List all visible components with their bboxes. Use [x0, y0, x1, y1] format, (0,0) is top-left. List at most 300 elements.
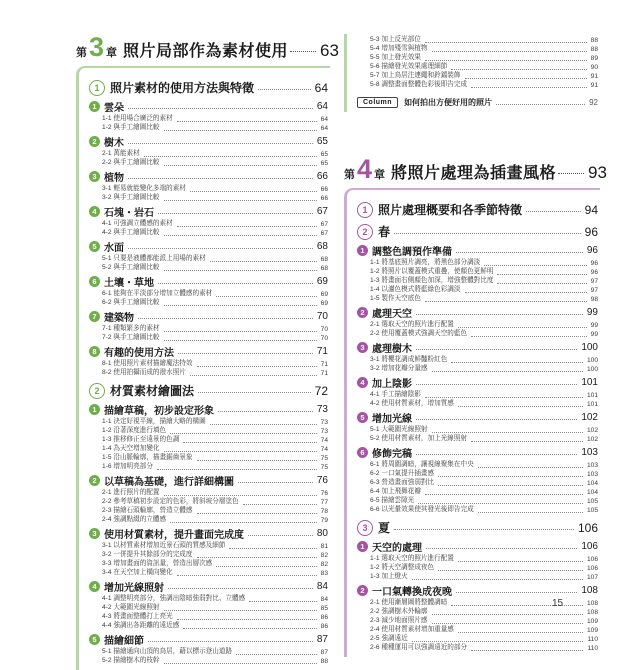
toc-detail-row: [357, 626, 598, 634]
toc-detail-row: [89, 427, 328, 435]
dotted-leader: [432, 623, 583, 624]
entry-label: 2-2 使用覆蓋模式強調天空的藍色: [370, 330, 468, 337]
dotted-leader: [128, 248, 313, 249]
dotted-leader: [458, 406, 583, 407]
entry-page-number: 97: [590, 277, 598, 285]
entry-label: 1-1 使用場合廣泛的素材: [102, 115, 173, 122]
entry-page-number: 89: [590, 54, 598, 62]
toc-detail-row: [89, 124, 328, 132]
entry-label: 4-2 大範圍光線照射: [102, 604, 160, 611]
entry-page-number: 108: [581, 585, 598, 596]
toc-detail-row: [89, 604, 328, 612]
entry-label: 2-4 強調點綴的立體感: [102, 516, 167, 523]
entry-label: 2-6 種種運用可以強調遠近的部分: [370, 644, 468, 651]
toc-detail-row: [89, 115, 328, 123]
dotted-leader: [164, 305, 317, 306]
entry-number-badge: 1: [357, 202, 373, 218]
entry-page-number: 85: [320, 604, 328, 612]
dotted-leader: [418, 503, 583, 504]
toc-item-row: [89, 579, 328, 594]
entry-label: 植物: [104, 173, 124, 184]
dotted-leader: [177, 619, 317, 620]
entry-label: 5-7 加上鳥居注連繩和鈴鐺裝飾: [370, 72, 461, 79]
entry-label: 1-3 將畫面右側顏色加深，增強整體對比度: [370, 277, 494, 284]
entry-label: 1-2 與手工繪圖比較: [102, 124, 160, 131]
dotted-leader: [425, 301, 587, 302]
toc-item-row: [357, 539, 598, 554]
dotted-leader: [438, 476, 583, 477]
toc-section-row: [89, 79, 328, 96]
toc-detail-row: [357, 286, 598, 294]
entry-label: 描繪細節: [104, 636, 144, 647]
entry-label: 1-5 沿山脈輪廓，描畫鋸齒景象: [102, 454, 193, 461]
toc-detail-row: [89, 498, 328, 506]
dotted-leader: [451, 69, 586, 70]
entry-number-badge: 2: [357, 307, 368, 318]
toc-detail-row: [357, 488, 598, 496]
dotted-leader: [148, 641, 313, 642]
entry-page-number: 84: [320, 595, 328, 603]
entry-page-number: 87: [316, 634, 328, 645]
entry-page-number: 98: [590, 295, 598, 303]
dotted-leader: [128, 178, 313, 179]
entry-page-number: 101: [586, 391, 598, 399]
toc-detail-row: [357, 330, 598, 338]
entry-page-number: 96: [590, 268, 598, 276]
entry-page-number: 79: [320, 516, 328, 524]
dotted-leader: [458, 632, 583, 633]
dotted-leader: [416, 419, 577, 420]
toc-item-row: [357, 305, 598, 320]
entry-number-badge: 6: [357, 447, 368, 458]
dotted-leader: [243, 504, 317, 505]
toc-detail-row: [357, 555, 598, 563]
toc-detail-row: [357, 365, 598, 373]
dotted-leader: [178, 353, 313, 354]
dotted-leader: [216, 296, 316, 297]
toc-item-row: [89, 402, 328, 417]
entry-page-number: 96: [590, 259, 598, 267]
entry-label: 2-1 選取天空的照片進行配置: [370, 321, 454, 328]
entry-label: 春: [378, 225, 391, 239]
dotted-leader: [416, 314, 583, 315]
toc-item-row: [357, 243, 598, 258]
dotted-leader: [248, 535, 313, 536]
entry-label: 4-4 強調出各距離的遠近感: [102, 622, 180, 629]
dotted-leader: [416, 349, 577, 350]
entry-label: 6-2 一口氣提升插畫感: [370, 470, 435, 477]
toc-detail-row: [357, 461, 598, 469]
dotted-leader: [471, 87, 587, 88]
entry-label: 1-1 決定好視平線，描繪大略的構圖: [102, 418, 206, 425]
toc-item-row: [89, 204, 328, 219]
dotted-leader: [197, 557, 317, 558]
toc-detail-row: [357, 470, 598, 478]
toc-item-row: [89, 309, 328, 324]
toc-item-row: [89, 99, 328, 114]
toc-detail-row: [89, 159, 328, 167]
toc-detail-row: [357, 564, 598, 572]
entry-page-number: 83: [320, 569, 328, 577]
entry-label: 描繪草稿，初步設定形象: [104, 406, 214, 417]
entry-label: 1-6 增加明亮部分: [102, 463, 153, 470]
entry-page-number: 107: [586, 573, 598, 581]
entry-label: 6-1 將周圍調暗，讓視線聚集在中央: [370, 461, 474, 468]
dotted-leader: [170, 522, 317, 523]
toc-detail-row: [357, 479, 598, 487]
entry-page-number: 71: [320, 360, 328, 368]
entry-number-badge: 2: [357, 224, 373, 240]
toc-item-row: [357, 375, 598, 390]
entry-page-number: 99: [590, 330, 598, 338]
entry-label: 5-4 增加殘雪與植物: [370, 45, 428, 52]
toc-item-row: [89, 239, 328, 254]
entry-label: 4-1 可強調立體感的素材: [102, 220, 173, 227]
entry-label: 有趣的使用方法: [104, 348, 174, 359]
dotted-leader: [210, 424, 317, 425]
entry-number-badge: 7: [89, 311, 100, 322]
entry-number-badge: 5: [357, 412, 368, 423]
dotted-leader: [412, 641, 584, 642]
entry-page-number: 82: [320, 551, 328, 559]
entry-label: 2-3 減少地面照片感: [370, 617, 428, 624]
entry-label: 4-2 使用材質素材，增加質感: [370, 400, 454, 407]
dotted-leader: [158, 283, 313, 284]
toc-section-row: [357, 201, 598, 218]
entry-label: 3-4 在天空加上橫向變化: [102, 569, 173, 576]
toc-detail-row: [89, 185, 328, 193]
toc-detail-row: [89, 436, 328, 444]
entry-label: 1-3 推移修正至遠景的色調: [102, 436, 180, 443]
entry-page-number: 109: [586, 626, 598, 634]
column-tag: Column: [357, 97, 398, 108]
entry-label: 樹木: [104, 138, 124, 149]
entry-page-number: 88: [320, 657, 328, 665]
entry-page-number: 72: [314, 383, 328, 398]
dotted-leader: [478, 467, 583, 468]
toc-item-row: [89, 169, 328, 184]
toc-detail-row: [89, 595, 328, 603]
entry-page-number: 108: [586, 608, 598, 616]
dotted-leader: [432, 614, 583, 615]
entry-number-badge: 3: [357, 520, 373, 536]
entry-page-number: 99: [586, 307, 598, 318]
toc-detail-row: [357, 391, 598, 399]
dotted-leader: [438, 485, 583, 486]
toc-column-row: [357, 97, 598, 108]
toc-detail-row: [89, 255, 328, 263]
entry-label: 1-3 加上燈火: [370, 573, 408, 580]
entry-number-badge: 4: [89, 206, 100, 217]
toc-detail-row: [89, 463, 328, 471]
dotted-leader: [526, 211, 581, 212]
toc-detail-row: [357, 608, 598, 616]
toc-detail-row: [89, 560, 328, 568]
entry-label: 增加光線: [372, 414, 412, 425]
toc-detail-row: [89, 369, 328, 377]
toc-detail-row: [89, 507, 328, 515]
entry-page-number: 100: [586, 356, 598, 364]
dotted-leader: [425, 494, 583, 495]
entry-page-number: 69: [320, 290, 328, 298]
dotted-leader: [412, 579, 583, 580]
toc-detail-row: [89, 613, 328, 621]
entry-page-number: 100: [581, 342, 598, 353]
toc-detail-row: [357, 356, 598, 364]
toc-detail-row: [89, 542, 328, 550]
entry-label: 處理樹木: [372, 344, 412, 355]
chapter-number: 4: [357, 154, 373, 184]
entry-page-number: 69: [320, 299, 328, 307]
entry-label: 如何拍出方便好用的照片: [404, 98, 493, 107]
dotted-leader: [144, 156, 317, 157]
entry-page-number: 82: [320, 560, 328, 568]
toc-detail-row: [89, 551, 328, 559]
dotted-leader: [216, 566, 316, 567]
entry-number-badge: 1: [89, 404, 100, 415]
toc-detail-row: [89, 290, 328, 298]
dotted-leader: [471, 336, 587, 337]
entry-label: 5-2 描繪樹木的枝幹: [102, 657, 160, 664]
entry-page-number: 77: [320, 498, 328, 506]
entry-page-number: 69: [316, 276, 328, 287]
dotted-leader: [465, 292, 587, 293]
dotted-leader: [456, 592, 577, 593]
dotted-leader: [198, 392, 311, 393]
toc-detail-row: [357, 54, 598, 62]
entry-page-number: 75: [320, 463, 328, 471]
entry-label: 5-1 大範圍光線照射: [370, 426, 428, 433]
entry-page-number: 80: [316, 528, 328, 539]
book-page-number: 15: [552, 598, 564, 609]
toc-item-row: [357, 583, 598, 598]
entry-label: 5-1 描繪通向山頂的鳥居，藉以標示登山道路: [102, 648, 233, 655]
toc-detail-row: [89, 489, 328, 497]
dotted-leader: [190, 191, 317, 192]
entry-page-number: 65: [320, 159, 328, 167]
entry-page-number: 86: [320, 622, 328, 630]
entry-label: 2-2 強調樹木外輪廓: [370, 608, 428, 615]
dotted-leader: [451, 362, 583, 363]
entry-page-number: 71: [316, 346, 328, 357]
entry-page-number: 106: [586, 555, 598, 563]
toc-detail-row: [89, 264, 328, 272]
toc-section-row: [89, 382, 328, 399]
chapter-page-number: 93: [588, 163, 607, 182]
entry-label: 建築物: [104, 313, 134, 324]
entry-number-badge: 1: [357, 541, 368, 552]
entry-label: 6-6 以光暈效果使其發光後即告完成: [370, 506, 474, 513]
entry-label: 使用材質素材，提升畫面完成度: [104, 530, 244, 541]
entry-label: 加上陰影: [372, 379, 412, 390]
dotted-leader: [456, 252, 583, 253]
entry-label: 2-1 進行照片的配置: [102, 489, 160, 496]
entry-number-badge: 2: [357, 585, 368, 596]
entry-number-badge: 2: [89, 383, 105, 399]
entry-number-badge: 5: [89, 634, 100, 645]
dotted-leader: [197, 513, 317, 514]
dotted-leader: [236, 654, 317, 655]
entry-page-number: 78: [320, 507, 328, 515]
dotted-leader: [426, 548, 577, 549]
left-column: [76, 32, 339, 670]
entry-label: 2-5 強調遠近: [370, 635, 408, 642]
dotted-leader: [432, 371, 583, 372]
entry-page-number: 68: [320, 264, 328, 272]
entry-label: 7-2 與手工繪圖比較: [102, 334, 160, 341]
entry-label: 4-2 與手工繪圖比較: [102, 229, 160, 236]
chapter3-heading: [76, 32, 339, 62]
dotted-leader: [164, 270, 317, 271]
entry-label: 2-2 與手工繪圖比較: [102, 159, 160, 166]
entry-page-number: 65: [316, 136, 328, 147]
entry-page-number: 102: [581, 412, 598, 423]
dotted-leader: [164, 235, 317, 236]
toc-detail-row: [89, 220, 328, 228]
toc-detail-row: [89, 418, 328, 426]
entry-page-number: 110: [587, 635, 598, 643]
entry-label: 石塊・岩石: [104, 208, 154, 219]
toc-item-row: [89, 526, 328, 541]
entry-label: 6-1 能夠在平淡部分增加立體感的素材: [102, 290, 213, 297]
dotted-leader: [177, 575, 317, 576]
toc-detail-row: [357, 435, 598, 443]
entry-number-badge: 5: [89, 241, 100, 252]
entry-page-number: 100: [586, 365, 598, 373]
entry-label: 雲朵: [104, 103, 124, 114]
right-column: [344, 34, 607, 657]
chapter-title: 將照片處理為插畫風格: [391, 165, 557, 182]
dotted-leader: [471, 441, 583, 442]
entry-page-number: 76: [320, 489, 328, 497]
entry-page-number: 67: [316, 206, 328, 217]
dotted-leader: [157, 469, 317, 470]
entry-page-number: 105: [586, 497, 598, 505]
entry-page-number: 84: [316, 581, 328, 592]
entry-label: 1-4 以濾色模式將藍綠色彩調淡: [370, 286, 461, 293]
entry-page-number: 68: [316, 241, 328, 252]
entry-page-number: 90: [590, 63, 598, 71]
entry-page-number: 106: [581, 541, 598, 552]
dotted-leader: [497, 283, 586, 284]
toc-detail-row: [89, 229, 328, 237]
entry-label: 1-5 製作天空底色: [370, 295, 421, 302]
entry-label: 2-1 萬能素材: [102, 150, 140, 157]
dotted-leader: [229, 548, 316, 549]
entry-page-number: 73: [320, 418, 328, 426]
toc-detail-row: [89, 657, 328, 665]
toc-detail-row: [357, 36, 598, 44]
entry-label: 2-3 描繪石頭輪廓，營造立體感: [102, 507, 193, 514]
entry-label: 3-1 將櫻花調成鮮豔粉紅色: [370, 356, 448, 363]
toc-detail-row: [357, 45, 598, 53]
entry-number-badge: 6: [89, 276, 100, 287]
entry-page-number: 70: [316, 311, 328, 322]
entry-number-badge: 3: [89, 171, 100, 182]
entry-page-number: 91: [590, 72, 598, 80]
entry-page-number: 87: [320, 648, 328, 656]
toc-detail-row: [89, 445, 328, 453]
entry-label: 4-1 調整明亮部分，強調出陰暗強弱對比、立體感: [102, 595, 246, 602]
dotted-leader: [478, 512, 583, 513]
entry-page-number: 103: [586, 470, 598, 478]
toc-detail-row: [357, 617, 598, 625]
dotted-leader: [170, 433, 317, 434]
toc-item-row: [89, 274, 328, 289]
dotted-leader: [416, 384, 577, 385]
dotted-leader: [168, 588, 313, 589]
toc-detail-row: [357, 644, 598, 652]
entry-label: 2-2 參考草稿初步設定的色彩，將斜坡分層塗色: [102, 498, 239, 505]
entry-number-badge: 8: [89, 346, 100, 357]
entry-label: 5-2 與手工繪圖比較: [102, 264, 160, 271]
dotted-leader: [558, 173, 584, 174]
chapter3-entries-box: [76, 66, 330, 670]
entry-label: 3-1 輕易就能變化多端的素材: [102, 185, 186, 192]
entry-page-number: 103: [586, 461, 598, 469]
dotted-leader: [438, 570, 583, 571]
entry-label: 6-5 描繪雲隙光: [370, 497, 415, 504]
entry-label: 2-1 使用漸層圖將整體調暗: [370, 599, 448, 606]
entry-page-number: 76: [316, 475, 328, 486]
entry-page-number: 64: [314, 80, 328, 95]
entry-page-number: 67: [320, 229, 328, 237]
entry-page-number: 96: [586, 245, 598, 256]
entry-label: 8-2 使用拍攝而成的潑水照片: [102, 369, 186, 376]
toc-detail-row: [89, 648, 328, 656]
entry-page-number: 68: [320, 255, 328, 263]
entry-page-number: 74: [320, 436, 328, 444]
entry-page-number: 102: [586, 435, 598, 443]
chapter-number: 3: [89, 32, 105, 62]
entry-label: 土壤・草地: [104, 278, 154, 289]
entry-label: 2-4 使用材質素材增加重量感: [370, 626, 454, 633]
entry-page-number: 97: [590, 286, 598, 294]
entry-page-number: 99: [590, 321, 598, 329]
toc-detail-row: [89, 194, 328, 202]
entry-label: 1-1 選取天空的照片進行配置: [370, 555, 454, 562]
toc-item-row: [357, 445, 598, 460]
entry-number-badge: 1: [357, 245, 368, 256]
entry-number-badge: 4: [89, 581, 100, 592]
entry-page-number: 105: [586, 506, 598, 514]
toc-detail-row: [89, 150, 328, 158]
entry-page-number: 81: [320, 542, 328, 550]
entry-number-badge: 2: [89, 136, 100, 147]
dotted-leader: [164, 495, 317, 496]
entry-page-number: 101: [581, 377, 598, 388]
entry-label: 以草稿為基礎，進行詳細構圖: [104, 477, 234, 488]
entry-page-number: 96: [584, 224, 598, 239]
entry-page-number: 88: [590, 36, 598, 44]
entry-label: 8-1 使用照片素材描繪魔法特效: [102, 360, 193, 367]
dotted-leader: [458, 561, 583, 562]
toc-section-row: [357, 519, 598, 536]
entry-page-number: 103: [581, 447, 598, 458]
dotted-leader: [465, 78, 587, 79]
toc-detail-row: [357, 63, 598, 71]
toc-detail-row: [357, 81, 598, 89]
entry-page-number: 73: [316, 404, 328, 415]
entry-page-number: 70: [320, 325, 328, 333]
chapter4-heading: [344, 154, 607, 184]
chapter3-continued-box: [344, 34, 600, 112]
dotted-leader: [164, 451, 317, 452]
entry-page-number: 73: [320, 427, 328, 435]
dotted-leader: [164, 663, 317, 664]
entry-label: 4-3 將畫面整體打上亮光: [102, 613, 173, 620]
entry-label: 3-3 增加畫面的資訊量，營造出層次感: [102, 560, 213, 567]
